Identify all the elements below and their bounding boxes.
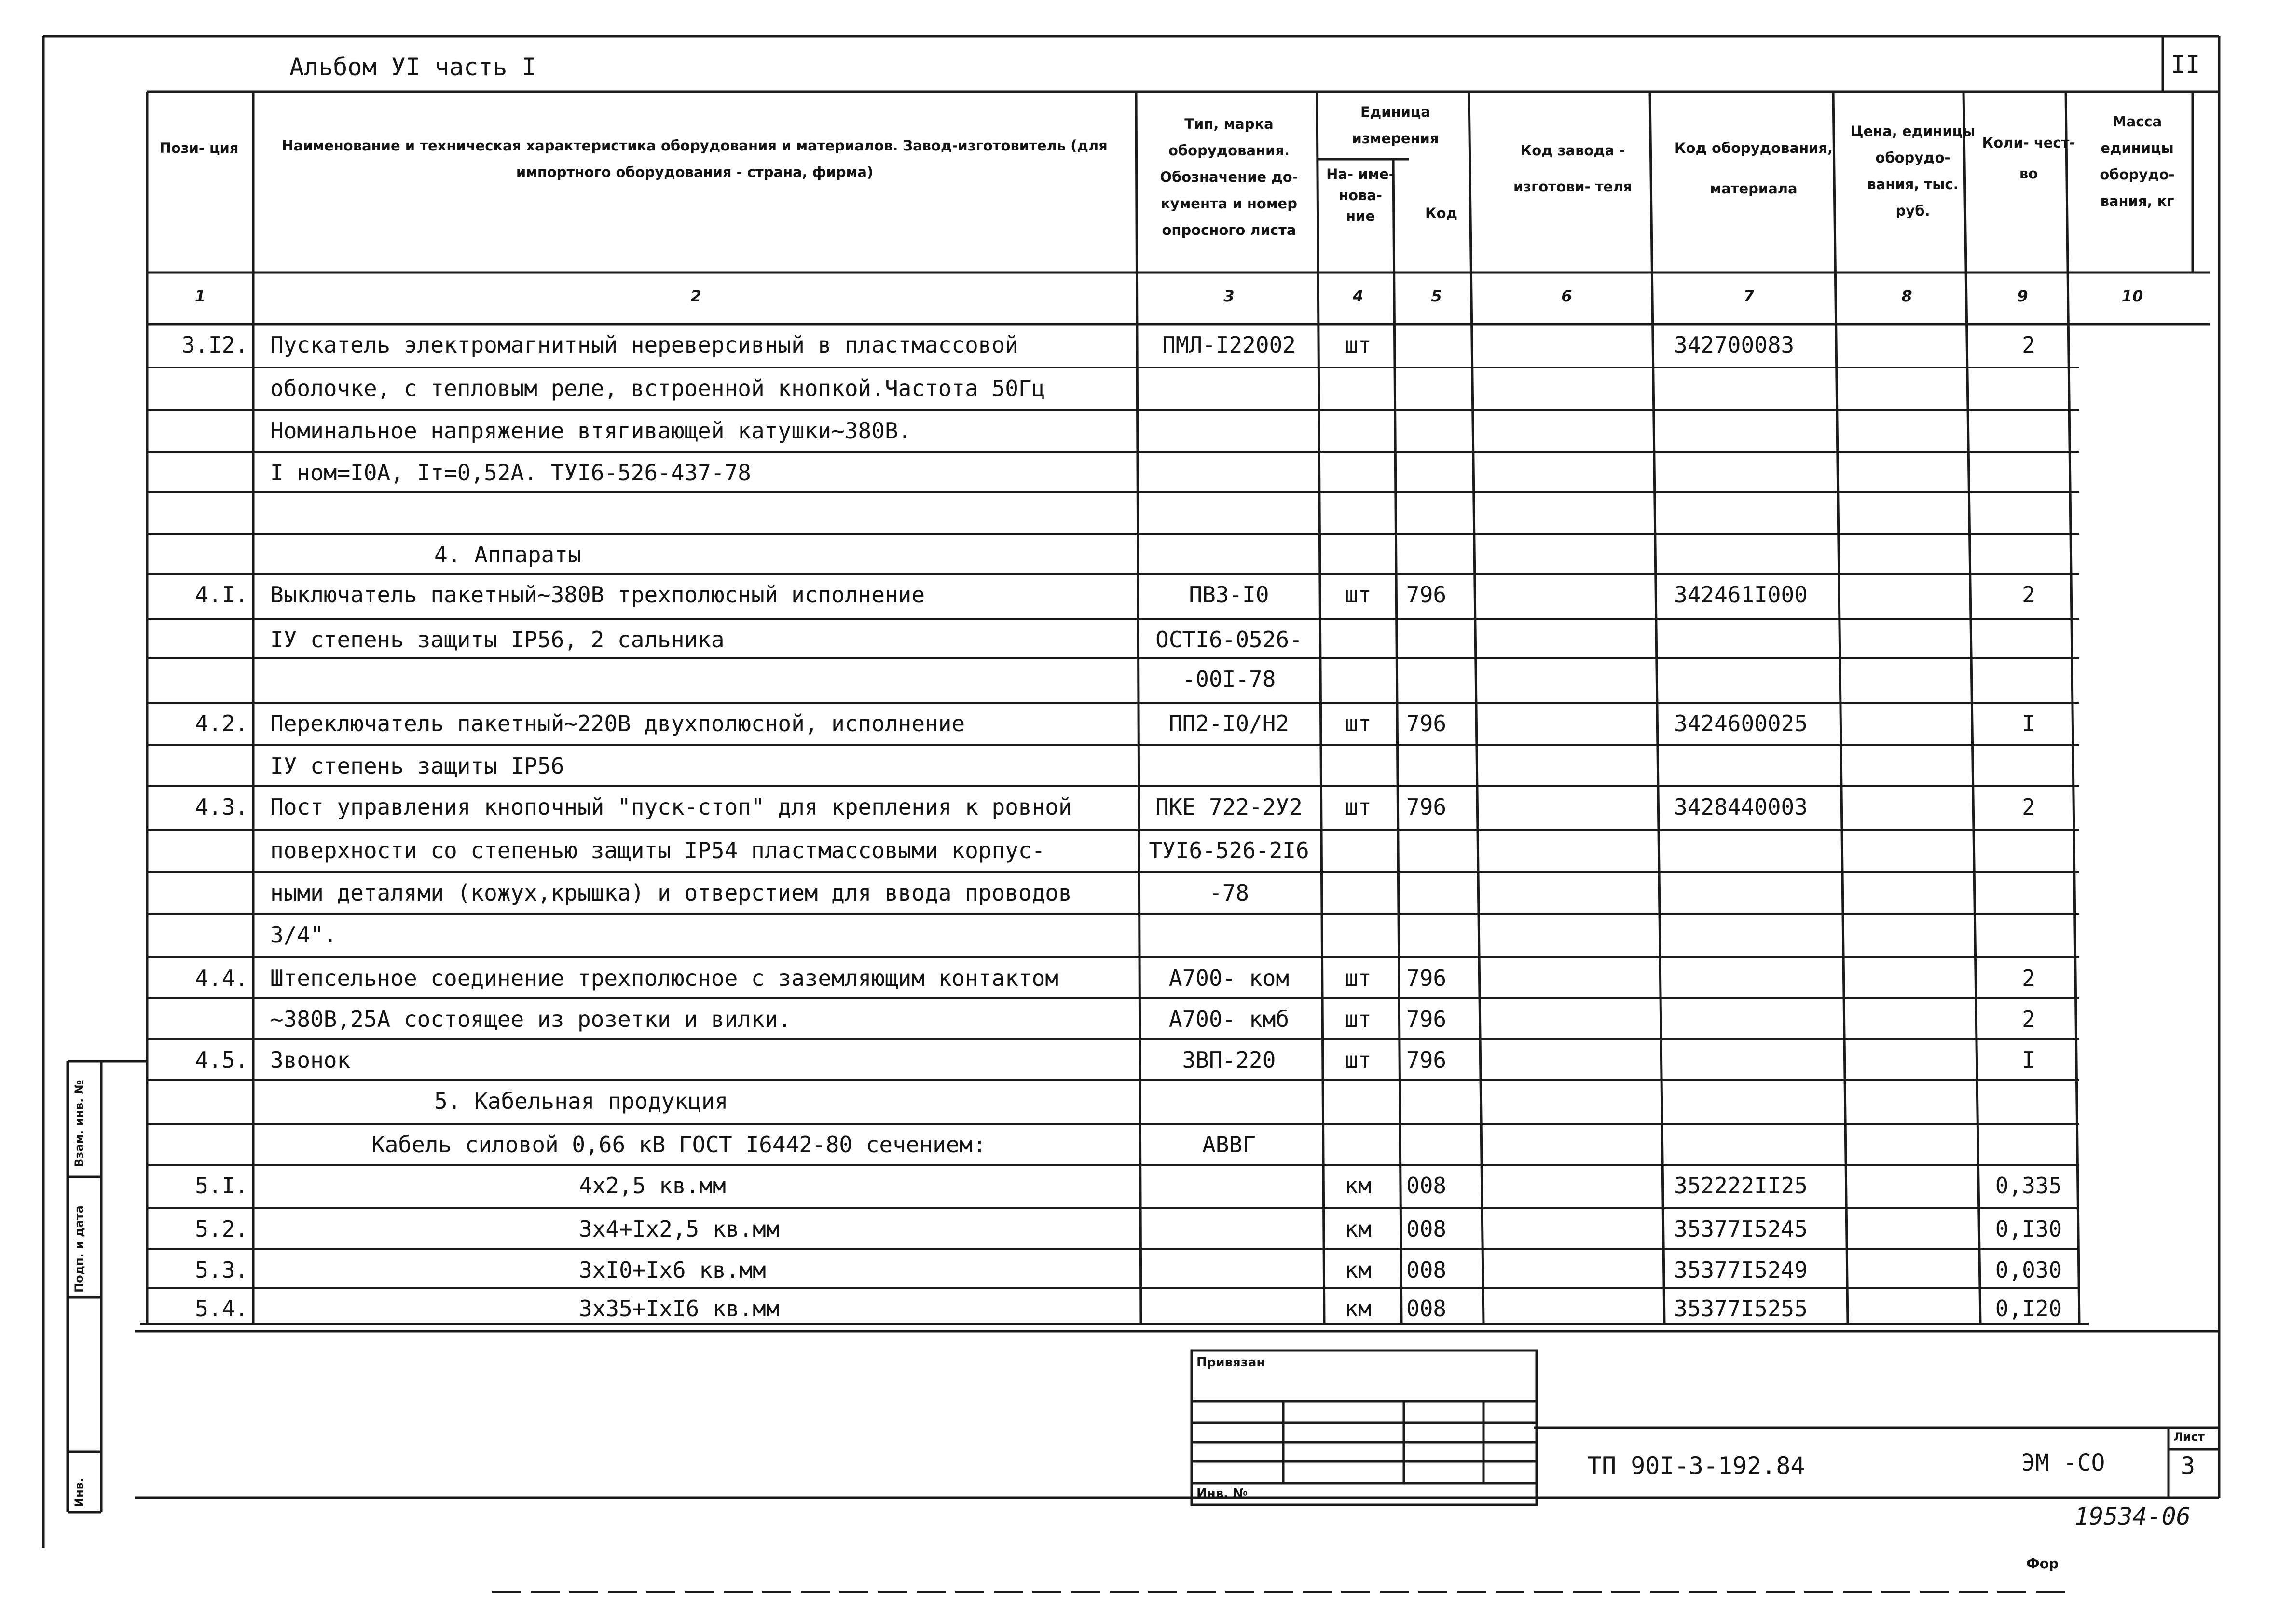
cell-name: поверхности со степенью защиты IP54 пластмассовыми корпус- [270, 837, 1045, 863]
cell-name: ~380В,25А состоящее из розетки и вилки. [270, 1006, 792, 1032]
colnum-1: 1 [194, 287, 206, 305]
colnum-2: 2 [690, 287, 701, 305]
header-col-3: Тип, марка оборудования. Обозначение до- кумента и номер опросного листа [1160, 116, 1298, 239]
cell-ucode: 008 [1406, 1173, 1447, 1199]
header-col-10: Масса единицы оборудо- вания, кг [2100, 113, 2175, 210]
cell-pos: 4.2. [195, 710, 248, 737]
cell-ucode: 796 [1406, 965, 1447, 991]
cell-pos: 5.2. [195, 1216, 248, 1242]
colnum-4: 4 [1352, 287, 1364, 305]
cell-name: Звонок [270, 1047, 351, 1073]
cell-qty: 0,335 [1995, 1173, 2062, 1199]
cell-code: 35377I5255 [1674, 1296, 1808, 1322]
cell-ucode: 796 [1406, 582, 1447, 608]
cell-name: 4х2,5 кв.мм [579, 1173, 726, 1199]
header-col-1: Пози- ция [159, 140, 239, 156]
cell-type: ПП2-I0/Н2 [1168, 710, 1290, 737]
cell-type: А700- кмб [1168, 1006, 1290, 1032]
project-code: ТП 90I-3-192.84 [1587, 1452, 1805, 1480]
cell-type: ОСТI6-0526- [1155, 627, 1303, 653]
cell-unit: км [1345, 1257, 1372, 1283]
cell-name: 3хI0+Iх6 кв.мм [579, 1257, 766, 1283]
cell-unit: шт [1345, 710, 1372, 737]
album-title: Альбом УI часть I [289, 53, 536, 81]
cell-unit: шт [1345, 332, 1372, 358]
side-label-vzam: Взам. инв. № [72, 1080, 86, 1167]
cell-type: -78 [1208, 880, 1249, 906]
cell-name: 3х4+Iх2,5 кв.мм [579, 1216, 780, 1242]
header-unit-group: Единица измерения [1352, 104, 1439, 147]
cell-name: Переключатель пакетный~220В двухполюсной, исполнение [270, 710, 965, 737]
cell-name: Кабель силовой 0,66 кВ ГОСТ I6442-80 сечением: [371, 1132, 986, 1158]
cell-name: IУ степень защиты IP56, 2 сальника [270, 627, 725, 653]
cell-code: 35377I5249 [1674, 1257, 1808, 1283]
stamp-inv-label: Инв. № [1196, 1487, 1248, 1501]
section-heading: 5. Кабельная продукция [434, 1088, 728, 1114]
cell-ucode: 008 [1406, 1216, 1447, 1242]
sheet-code: ЭМ -СО [2021, 1449, 2105, 1476]
cell-name: Штепсельное соединение трехполюсное с заземляющим контактом [270, 965, 1058, 991]
cell-name: Номинальное напряжение втягивающей катушки~380В. [270, 418, 912, 444]
cell-unit: км [1345, 1173, 1372, 1199]
cell-name: Пускатель электромагнитный нереверсивный в пластмассовой [270, 332, 1018, 358]
cell-name: 3х35+IхI6 кв.мм [579, 1296, 780, 1322]
list-number: 3 [2181, 1452, 2196, 1480]
cell-unit: шт [1345, 1047, 1372, 1073]
header-col-4: На- име- нова- ние [1326, 166, 1395, 224]
cell-qty: 2 [2022, 332, 2035, 358]
header-col-8: Цена, единицы оборудо- вания, тыс. руб. [1850, 123, 1976, 219]
cell-qty: I [2022, 1047, 2035, 1073]
cell-name: 3/4". [270, 922, 337, 948]
cell-pos: 5.I. [195, 1173, 248, 1199]
header-col-6: Код завода - изготови- теля [1513, 142, 1633, 195]
cell-name: IУ степень защиты IP56 [270, 753, 564, 779]
colnum-8: 8 [1901, 287, 1912, 305]
cell-qty: 2 [2022, 965, 2035, 991]
cell-unit: шт [1345, 582, 1372, 608]
side-label-inv: Инв. [72, 1478, 86, 1507]
form-label: Фор [2026, 1556, 2059, 1571]
cell-unit: шт [1345, 1006, 1372, 1032]
cell-type: -00I-78 [1182, 666, 1276, 692]
cell-pos: 5.4. [195, 1296, 248, 1322]
cell-pos: 4.I. [195, 582, 248, 608]
cell-type: А700- ком [1168, 965, 1290, 991]
cell-name: Пост управления кнопочный "пуск-стоп" для крепления к ровной [270, 794, 1072, 820]
colnum-10: 10 [2121, 287, 2143, 305]
cell-type: ТУI6-526-2I6 [1149, 837, 1309, 863]
cell-type: ПВЗ-I0 [1189, 582, 1269, 608]
cell-qty: 0,030 [1995, 1257, 2062, 1283]
colnum-5: 5 [1431, 287, 1442, 305]
cell-ucode: 008 [1406, 1257, 1447, 1283]
cell-type: АВВГ [1202, 1132, 1256, 1158]
cell-code: 3428440003 [1674, 794, 1808, 820]
cell-name: Выключатель пакетный~380В трехполюсный исполнение [270, 582, 925, 608]
colnum-9: 9 [2017, 287, 2028, 305]
cell-ucode: 796 [1406, 794, 1447, 820]
cell-pos: 3.I2. [181, 332, 248, 358]
cell-code: 352222II25 [1674, 1173, 1808, 1199]
header-col-9: Коли- чест- во [1982, 135, 2075, 182]
cell-name: оболочке, с тепловым реле, встроенной кнопкой.Частота 50Гц [270, 375, 1045, 401]
page-corner-number: II [2171, 51, 2200, 79]
cell-ucode: 008 [1406, 1296, 1447, 1322]
cell-code: 35377I5245 [1674, 1216, 1808, 1242]
cell-unit: шт [1345, 965, 1372, 991]
cell-unit: км [1345, 1296, 1372, 1322]
cell-unit: км [1345, 1216, 1372, 1242]
cell-pos: 4.3. [195, 794, 248, 820]
cell-qty: 0,I20 [1995, 1296, 2062, 1322]
cell-name: I ном=I0А, Iт=0,52А. ТУI6-526-437-78 [270, 460, 751, 486]
header-col-7: Код оборудования, материала [1674, 140, 1833, 197]
cell-qty: 2 [2022, 1006, 2035, 1032]
list-label: Лист [2173, 1430, 2205, 1444]
cell-code: 342700083 [1674, 332, 1795, 358]
cell-qty: 0,I30 [1995, 1216, 2062, 1242]
cell-type: ЗВП-220 [1182, 1047, 1276, 1073]
cell-unit: шт [1345, 794, 1372, 820]
header-col-5: Код [1425, 205, 1458, 221]
cell-code: 3424600025 [1674, 710, 1808, 737]
colnum-6: 6 [1561, 287, 1572, 305]
cell-ucode: 796 [1406, 1047, 1447, 1073]
cell-code: 342461I000 [1674, 582, 1808, 608]
cell-qty: 2 [2022, 582, 2035, 608]
cell-type: ПКЕ 722-2У2 [1155, 794, 1303, 820]
cell-ucode: 796 [1406, 1006, 1447, 1032]
section-heading: 4. Аппараты [434, 542, 581, 568]
cell-name: ными деталями (кожух,крышка) и отверстием для ввода проводов [270, 880, 1072, 906]
colnum-3: 3 [1223, 287, 1235, 305]
header-col-2: Наименование и техническая характеристика оборудования и материалов. Завод-изготовитель (для импортного оборудования - страна, фирма) [282, 137, 1108, 181]
colnum-7: 7 [1743, 287, 1755, 305]
cell-pos: 4.4. [195, 965, 248, 991]
stamp-attached-label: Привязан [1196, 1355, 1265, 1370]
cell-pos: 5.3. [195, 1257, 248, 1283]
cell-ucode: 796 [1406, 710, 1447, 737]
cell-qty: 2 [2022, 794, 2035, 820]
cell-qty: I [2022, 710, 2035, 737]
handwritten-code: 19534-06 [2074, 1502, 2191, 1530]
cell-type: ПМЛ-I22002 [1162, 332, 1296, 358]
side-label-podpis: Подп. и дата [72, 1205, 86, 1293]
cell-pos: 4.5. [195, 1047, 248, 1073]
